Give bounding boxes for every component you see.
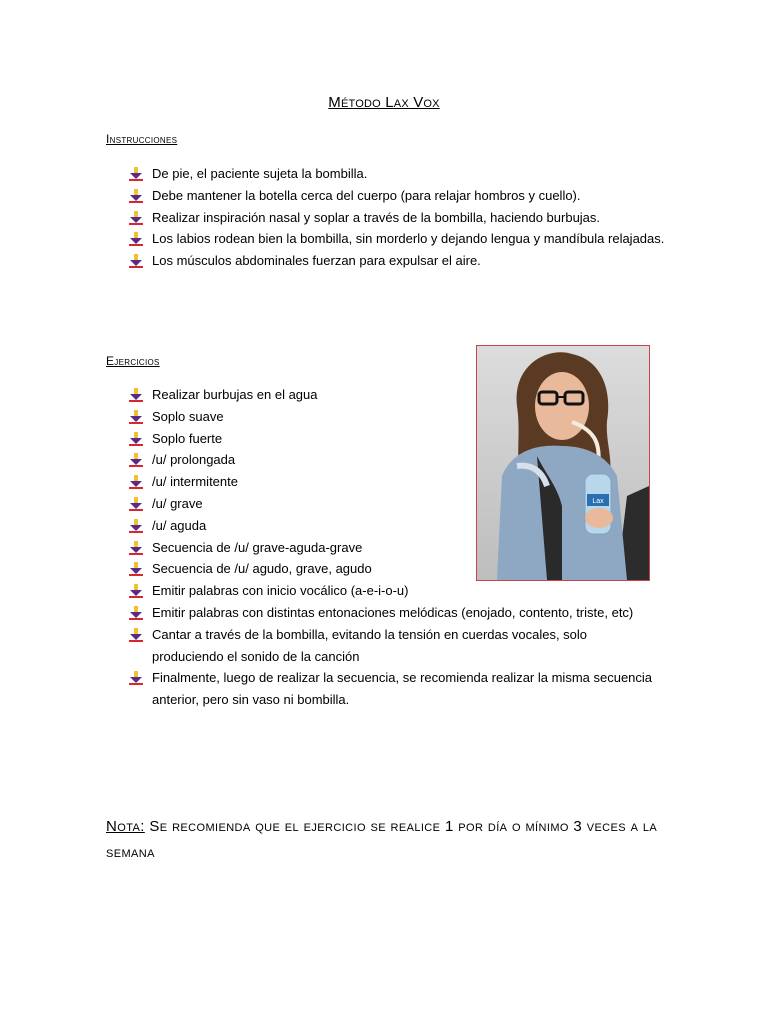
list-item-text: Emitir palabras con inicio vocálico (a-e-i-o-u) bbox=[152, 583, 409, 599]
bullet-arrow-icon bbox=[129, 232, 143, 246]
nota-paragraph bbox=[106, 814, 666, 866]
list-item-text: De pie, el paciente sujeta la bombilla. bbox=[152, 166, 368, 181]
bullet-arrow-icon bbox=[129, 497, 143, 511]
instrucciones-list bbox=[126, 163, 664, 272]
list-item bbox=[126, 250, 664, 272]
list-item bbox=[126, 185, 664, 207]
list-item-text: /u/ prolongada bbox=[152, 452, 236, 468]
bottle-label: Lax bbox=[592, 498, 604, 505]
list-item-text: /u/ aguda bbox=[152, 517, 207, 533]
bullet-arrow-icon bbox=[129, 606, 143, 620]
list-item-text: Realizar burbujas en el agua bbox=[152, 387, 318, 402]
page-title: Método Lax Vox bbox=[328, 94, 440, 111]
bullet-arrow-icon bbox=[129, 453, 143, 467]
list-item bbox=[126, 602, 656, 624]
list-item-text: Los labios rodean bien la bombilla, sin morderlo y dejando lengua y mandíbula relajadas. bbox=[152, 231, 665, 247]
bullet-arrow-icon bbox=[129, 628, 143, 642]
list-item-text: Realizar inspiración nasal y soplar a través de la bombilla, haciendo burbujas. bbox=[152, 209, 601, 225]
bullet-arrow-icon bbox=[129, 671, 143, 685]
nota-label: Nota: bbox=[106, 818, 145, 835]
list-item-text: Secuencia de /u/ agudo, grave, agudo bbox=[152, 561, 372, 577]
list-item-text: Emitir palabras con distintas entonaciones melódicas (enojado, contento, triste, etc) bbox=[152, 604, 634, 620]
list-item-text: Debe mantener la botella cerca del cuerpo (para relajar hombros y cuello). bbox=[152, 187, 581, 203]
list-item bbox=[126, 624, 656, 668]
bullet-arrow-icon bbox=[129, 388, 143, 402]
list-item-text: Soplo fuerte bbox=[152, 430, 223, 446]
instrucciones-heading: Instrucciones bbox=[106, 132, 178, 146]
list-item-text: Los músculos abdominales fuerzan para expulsar el aire. bbox=[152, 253, 481, 269]
nota-text: Se recomienda que el ejercicio se realice 1 por día o mínimo 3 veces a la semana bbox=[106, 818, 658, 861]
list-item-text: /u/ grave bbox=[152, 495, 203, 511]
bullet-arrow-icon bbox=[129, 562, 143, 576]
list-item bbox=[126, 580, 656, 602]
bullet-arrow-icon bbox=[129, 584, 143, 598]
bullet-arrow-icon bbox=[129, 189, 143, 203]
list-item-text: Cantar a través de la bombilla, evitando la tensión en cuerdas vocales, solo produciendo el sonido de la canción bbox=[152, 626, 588, 664]
list-item-text: Secuencia de /u/ grave-aguda-grave bbox=[152, 539, 363, 555]
bullet-arrow-icon bbox=[129, 432, 143, 446]
ejercicios-heading: Ejercicios bbox=[106, 354, 160, 368]
bullet-arrow-icon bbox=[129, 519, 143, 533]
list-item bbox=[126, 228, 664, 250]
bullet-arrow-icon bbox=[129, 541, 143, 555]
list-item bbox=[126, 667, 656, 711]
list-item-text: /u/ intermitente bbox=[152, 474, 238, 490]
bullet-arrow-icon bbox=[129, 254, 143, 268]
list-item bbox=[126, 207, 664, 229]
bullet-arrow-icon bbox=[129, 475, 143, 489]
bullet-arrow-icon bbox=[129, 211, 143, 225]
bullet-arrow-icon bbox=[129, 410, 143, 424]
bullet-arrow-icon bbox=[129, 167, 143, 181]
list-item bbox=[126, 163, 664, 185]
list-item-text: Finalmente, luego de realizar la secuencia, se recomienda realizar la misma secuencia anterior, pero sin vaso ni bombilla. bbox=[152, 670, 653, 708]
patient-photo bbox=[476, 345, 650, 581]
list-item-text: Soplo suave bbox=[152, 408, 224, 424]
